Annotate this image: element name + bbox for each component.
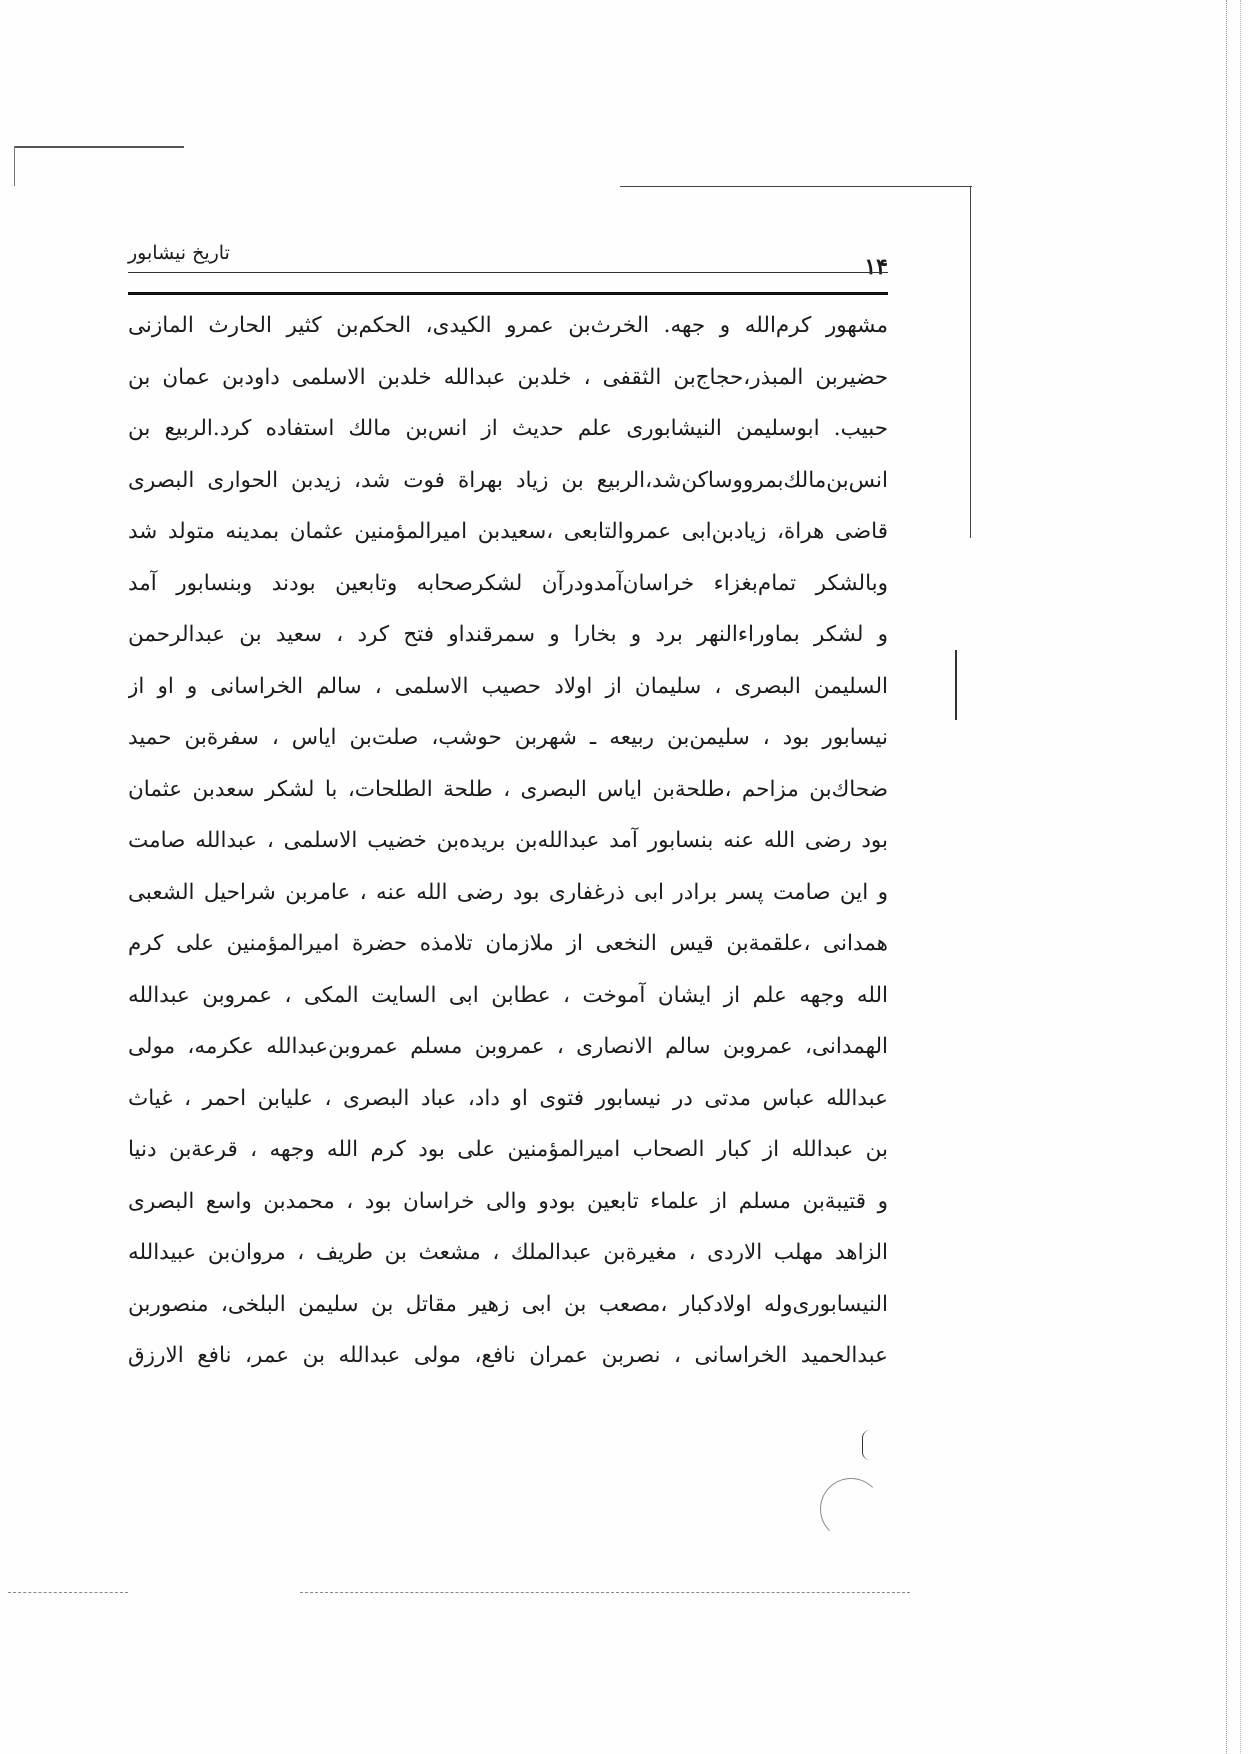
scan-edge-mark: [14, 146, 184, 148]
text-line: ضحاك‌بن مزاحم ،طلحةبن ایاس البصری ، طلحة الطلحات، با لشکر سعدبن عثمان: [128, 776, 888, 802]
scan-edge-mark: [8, 1592, 128, 1593]
body-text: [128, 300, 888, 1382]
page-number: ۱۴: [864, 254, 888, 280]
margin-mark: [955, 650, 957, 720]
text-line: عبدالحمید الخراسانی ، نصربن عمران نافع، مولی عبدالله بن عمر، نافع الارزق: [128, 1343, 888, 1368]
text-line: مشهور کرم‌الله و جهه. الخرث‌بن عمرو الکیدی، الحکم‌بن کثیر الحارث المازنی: [128, 313, 888, 338]
stamp-mark: [820, 1478, 882, 1540]
scan-edge-mark: [1226, 0, 1227, 1754]
running-title: تاریخ نیشابور: [128, 242, 230, 264]
text-line: عبدالله عباس مدتی در نیسابور فتوی او داد، عباد البصری ، علیابن احمر ، غیاث: [128, 1085, 888, 1111]
scan-edge-mark: [300, 1592, 910, 1593]
scan-frame-line: [620, 186, 972, 187]
text-line: حضیربن المبذر،حجاج‌بن الثقفی ، خلدبن عبدالله خلدبن الاسلمی داودبن عمان بن: [128, 364, 888, 390]
text-line: و لشکر بماوراءالنهر برد و بخارا و سمرقنداو فتح کرد ، سعید بن عبدالرحمن: [128, 622, 888, 647]
margin-mark: [862, 1430, 871, 1460]
text-line: الزاهد مهلب الاردی ، مغیرةبن عبدالملك ، مشعث بن طریف ، مروان‌بن عبیدالله: [128, 1240, 888, 1265]
text-line: همدانی ،علقمةبن قیس النخعی از ملازمان تلامذه حضرة امیرالمؤمنین علی کرم: [128, 931, 888, 956]
text-line: و قتیبةبن مسلم از علماء تابعین بودو والی خراسان بود ، محمدبن واسع البصری: [128, 1188, 888, 1214]
text-line: الله وجهه علم از ایشان آموخت ، عطابن ابی السایت المکی ، عمروبن عبدالله: [128, 982, 888, 1008]
scan-frame-line: [970, 186, 971, 538]
text-line: الهمدانی، عمروبن سالم الانصاری ، عمروبن مسلم عمروبن‌عبدالله عکرمه، مولی: [128, 1034, 888, 1059]
header-rule: [128, 272, 888, 273]
text-line: نیسابور بود ، سلیمن‌بن ربیعه ـ شهربن حوشب، صلت‌بن ایاس ، سفرةبن حمید: [128, 725, 888, 750]
header-rule: [128, 292, 888, 295]
scan-edge-mark: [14, 146, 15, 186]
text-line: قاضی هراة، زیادبن‌ابی عمروالتابعی ،سعیدبن امیرالمؤمنین عثمان بمدینه متولد شد: [128, 519, 888, 544]
text-line: بن عبدالله از کبار الصحاب امیرالمؤمنین علی بود کرم الله وجهه ، قرعةبن دنیا: [128, 1137, 888, 1162]
text-line: حبیب. ابوسلیمن النیشابوری علم حدیث از انس‌بن مالك استفاده کرد.الربیع بن: [128, 416, 888, 441]
text-line: وبالشکر تمام‌بغزاء خراسان‌آمدودرآن لشکرصحابه وتابعین بودند وبنسابور آمد: [128, 570, 888, 596]
text-line: النیسابوری‌وله اولادکبار ،مصعب بن ابی زهیر مقاتل بن سلیمن البلخی، منصوربن: [128, 1291, 888, 1317]
text-line: السلیمن البصری ، سلیمان از اولاد حصیب الاسلمی ، سالم الخراسانی و او از: [128, 673, 888, 699]
page-header: [128, 236, 888, 296]
text-line: و این صامت پسر برادر ابی ذرغفاری بود رضی الله عنه ، عامربن شراحیل الشعبی: [128, 879, 888, 905]
text-line: بود رضی الله عنه بنسابور آمد عبدالله‌بن بریده‌بن خضیب الاسلمی ، عبدالله صامت: [128, 828, 888, 853]
scan-edge-mark: [1240, 0, 1241, 1754]
text-line: انس‌بن‌مالك‌بمرو‌وساکن‌شد،الربیع بن زیاد بهراة فوت شد، زیدبن الحواری البصری: [128, 467, 888, 493]
